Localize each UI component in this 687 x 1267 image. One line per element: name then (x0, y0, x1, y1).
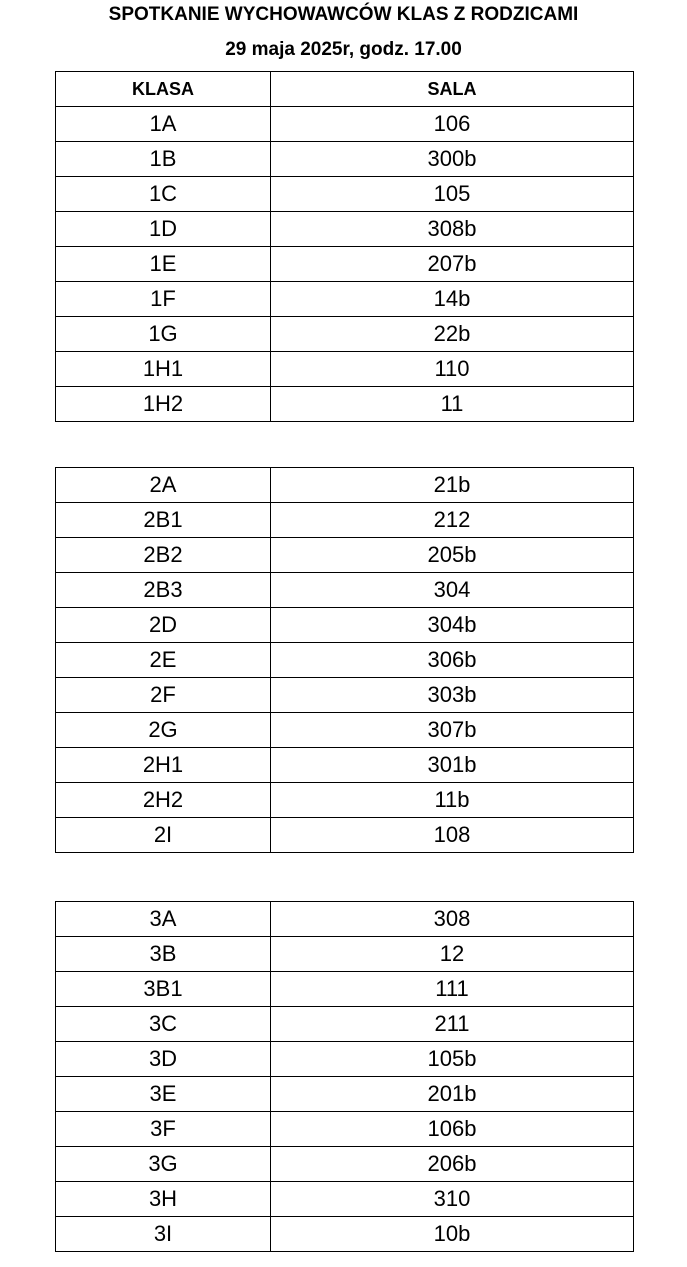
cell-klasa: 3A (56, 902, 271, 937)
cell-klasa: 2B2 (56, 538, 271, 573)
cell-klasa: 2G (56, 713, 271, 748)
cell-klasa: 1E (56, 247, 271, 282)
cell-klasa: 2E (56, 643, 271, 678)
table-row (56, 818, 634, 853)
table-row (56, 177, 634, 212)
cell-klasa: 2F (56, 678, 271, 713)
cell-sala: 308 (271, 902, 634, 937)
cell-klasa: 3H (56, 1182, 271, 1217)
table-body (56, 902, 634, 1252)
cell-sala: 307b (271, 713, 634, 748)
cell-klasa: 1G (56, 317, 271, 352)
cell-sala: 212 (271, 503, 634, 538)
table-row (56, 972, 634, 1007)
table-row (56, 573, 634, 608)
cell-sala: 106b (271, 1112, 634, 1147)
table-row (56, 1112, 634, 1147)
header-sala: SALA (271, 72, 634, 107)
cell-sala: 310 (271, 1182, 634, 1217)
cell-sala: 21b (271, 468, 634, 503)
cell-sala: 110 (271, 352, 634, 387)
table-row (56, 678, 634, 713)
table-row (56, 1217, 634, 1252)
cell-sala: 303b (271, 678, 634, 713)
cell-klasa: 2I (56, 818, 271, 853)
table-body (56, 107, 634, 422)
cell-sala: 11b (271, 783, 634, 818)
cell-klasa: 3D (56, 1042, 271, 1077)
cell-klasa: 3G (56, 1147, 271, 1182)
class-room-table-year-1 (55, 71, 634, 422)
cell-klasa: 3F (56, 1112, 271, 1147)
table-row (56, 608, 634, 643)
table-row (56, 107, 634, 142)
table-row (56, 748, 634, 783)
table-row (56, 713, 634, 748)
cell-klasa: 3I (56, 1217, 271, 1252)
class-room-table-year-2 (55, 467, 634, 853)
cell-klasa: 2H2 (56, 783, 271, 818)
table-row (56, 212, 634, 247)
cell-sala: 106 (271, 107, 634, 142)
table-row (56, 247, 634, 282)
table-row (56, 352, 634, 387)
table-row (56, 503, 634, 538)
table-row (56, 387, 634, 422)
cell-sala: 304 (271, 573, 634, 608)
header-klasa: KLASA (56, 72, 271, 107)
cell-klasa: 3B (56, 937, 271, 972)
cell-klasa: 2B1 (56, 503, 271, 538)
table-row (56, 1042, 634, 1077)
table-row (56, 282, 634, 317)
cell-sala: 105 (271, 177, 634, 212)
table-row (56, 1077, 634, 1112)
cell-sala: 22b (271, 317, 634, 352)
table-body (56, 468, 634, 853)
cell-sala: 207b (271, 247, 634, 282)
table-header-row (56, 72, 634, 107)
table-row (56, 902, 634, 937)
cell-klasa: 1C (56, 177, 271, 212)
cell-sala: 301b (271, 748, 634, 783)
cell-klasa: 1A (56, 107, 271, 142)
cell-sala: 11 (271, 387, 634, 422)
table-row (56, 937, 634, 972)
cell-sala: 12 (271, 937, 634, 972)
cell-sala: 206b (271, 1147, 634, 1182)
class-room-table-year-3 (55, 901, 634, 1252)
cell-sala: 306b (271, 643, 634, 678)
cell-sala: 308b (271, 212, 634, 247)
cell-sala: 105b (271, 1042, 634, 1077)
table-row (56, 643, 634, 678)
page-title: SPOTKANIE WYCHOWAWCÓW KLAS Z RODZICAMI (108, 4, 579, 25)
cell-klasa: 2B3 (56, 573, 271, 608)
cell-klasa: 2D (56, 608, 271, 643)
cell-klasa: 2H1 (56, 748, 271, 783)
cell-sala: 111 (271, 972, 634, 1007)
table-row (56, 538, 634, 573)
table-row (56, 783, 634, 818)
cell-sala: 211 (271, 1007, 634, 1042)
cell-sala: 108 (271, 818, 634, 853)
cell-klasa: 1H1 (56, 352, 271, 387)
cell-sala: 304b (271, 608, 634, 643)
cell-klasa: 3E (56, 1077, 271, 1112)
cell-klasa: 1D (56, 212, 271, 247)
table-row (56, 317, 634, 352)
cell-sala: 201b (271, 1077, 634, 1112)
cell-klasa: 3B1 (56, 972, 271, 1007)
cell-sala: 10b (271, 1217, 634, 1252)
table-row (56, 468, 634, 503)
cell-sala: 205b (271, 538, 634, 573)
meeting-date: 29 maja 2025r, godz. 17.00 (225, 39, 462, 60)
cell-sala: 300b (271, 142, 634, 177)
table-row (56, 142, 634, 177)
table-row (56, 1007, 634, 1042)
cell-klasa: 1F (56, 282, 271, 317)
cell-sala: 14b (271, 282, 634, 317)
table-row (56, 1182, 634, 1217)
table-row (56, 1147, 634, 1182)
cell-klasa: 3C (56, 1007, 271, 1042)
cell-klasa: 1B (56, 142, 271, 177)
cell-klasa: 2A (56, 468, 271, 503)
cell-klasa: 1H2 (56, 387, 271, 422)
